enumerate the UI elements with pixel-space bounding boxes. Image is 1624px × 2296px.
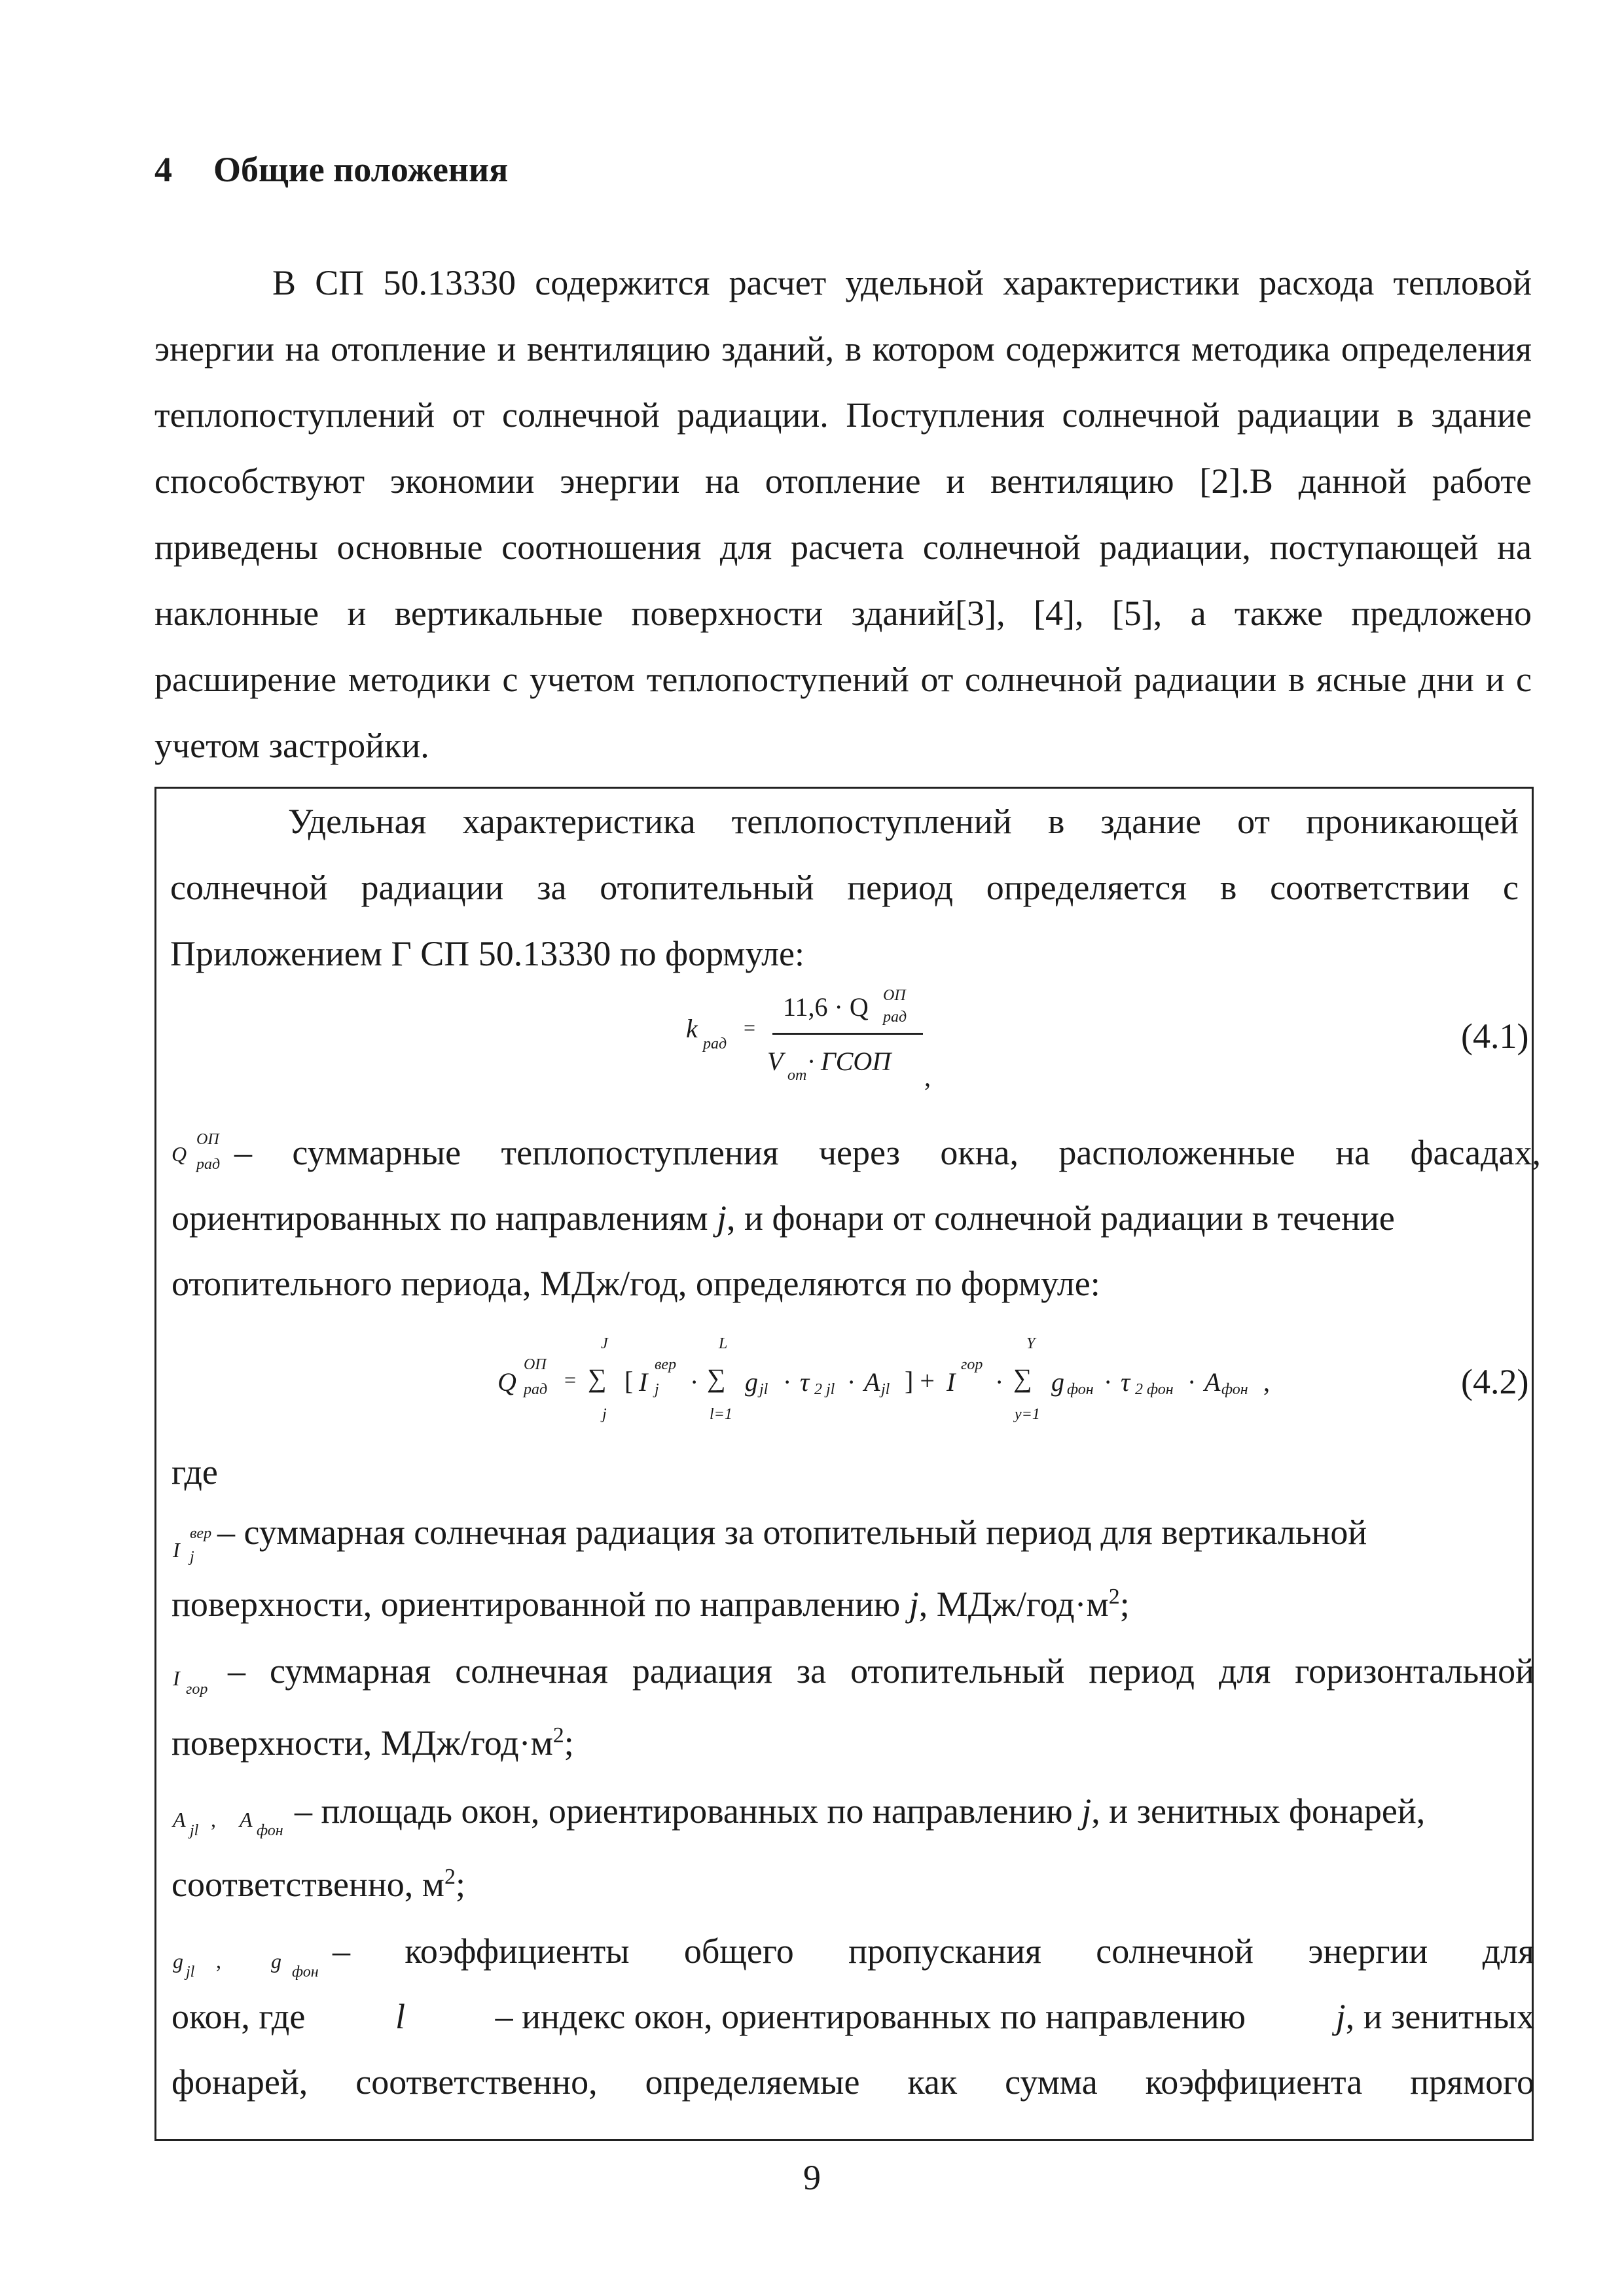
box-intro-paragraph: Удельная характеристика теплопоступлений в здание от проникающей солнечной радиации за отопительный период определяется в соответствии с Приложением Г СП 50.13330 по формуле: [170, 802, 1519, 973]
eq2-igor: I [947, 1367, 956, 1397]
eq1-num-sub: рад [883, 1009, 907, 1026]
eq1-den-rest: · ГСОП [808, 1047, 892, 1076]
eq1-numerator: 11,6 · Q [783, 992, 869, 1022]
eq1-fraction-bar [772, 1033, 923, 1035]
ivert-symbol: I [173, 1538, 180, 1562]
section-heading [154, 149, 508, 190]
g-line1: – коэффициенты общего пропускания солнечной энергии для [333, 1931, 1534, 1971]
page-number: 9 [803, 2158, 821, 2197]
eq1-number: (4.1) [1461, 1016, 1529, 1056]
area-a2-sub: фон [257, 1822, 283, 1839]
eq2-g2-sub: фон [1067, 1381, 1094, 1398]
q-def-line2: ориентированных по направлениям j, и фонари от солнечной радиации в течение [171, 1198, 1395, 1238]
igor-symbol: I [173, 1666, 180, 1690]
eq2-dot3: · [847, 1367, 856, 1397]
eq1-den-sub: от [787, 1067, 807, 1084]
area-a2: A [240, 1808, 253, 1831]
area-line1: – площадь окон, ориентированных по направлению j, и зенитных фонарей, [295, 1791, 1426, 1831]
eq2-tau2-sub: 2 фон [1135, 1381, 1174, 1398]
eq2-dot1: · [690, 1367, 699, 1397]
eq2-q-sup: ОП [524, 1356, 547, 1373]
eq2-a2: A [1204, 1367, 1221, 1397]
eq2-comma: , [1263, 1367, 1270, 1397]
q-symbol-sup: ОП [196, 1131, 219, 1148]
q-symbol: Q [171, 1142, 187, 1166]
section-title: Общие положения [213, 150, 509, 189]
q-def-line3: отопительного периода, МДж/год, определяются по формуле: [171, 1264, 1100, 1303]
eq2-dot5: · [1104, 1367, 1113, 1397]
area-a1-sub: jl [190, 1822, 199, 1839]
g-g1: g [173, 1949, 183, 1973]
eq2-dot6: · [1187, 1367, 1197, 1397]
eq2-open-bracket: [ [624, 1366, 634, 1395]
eq2-q-sub: рад [524, 1381, 548, 1398]
eq2-sum1: ∑ [588, 1363, 607, 1393]
eq2-i: I [639, 1367, 648, 1397]
q-symbol-sub: рад [196, 1156, 221, 1173]
ivert-sup: вер [190, 1525, 212, 1542]
eq2-equals: = [564, 1368, 577, 1391]
eq2-number: (4.2) [1461, 1362, 1529, 1401]
igor-line1: – суммарная солнечная радиация за отопительный период для горизонтальной [228, 1651, 1534, 1691]
eq1-den-v: V [767, 1047, 784, 1076]
g-g2-sub: фон [292, 1964, 319, 1981]
eq1-num-sup: ОП [883, 987, 906, 1004]
igor-line2: поверхности, МДж/$год\cdot м^2$; [171, 1723, 574, 1763]
igor-sub: гор [186, 1681, 208, 1698]
eq2-q: Q [497, 1367, 516, 1397]
q-def-line1: – суммарные теплопоступления через окна, расположенные на фасадах, [234, 1133, 1541, 1172]
eq1-equals: = [744, 1016, 756, 1039]
eq2-i-sup: вер [655, 1356, 677, 1373]
eq2-sum2-top: L [719, 1335, 728, 1352]
area-a1: A [173, 1808, 186, 1831]
eq2-tau: τ [800, 1367, 810, 1397]
eq2-igor-sup: гор [961, 1356, 983, 1373]
eq2-dot4: · [995, 1367, 1004, 1397]
area-sep: , [211, 1808, 216, 1831]
ivert-line2: поверхности, ориентированной по направлению j, МДж/$год\cdot м^2$; [171, 1585, 1130, 1624]
eq2-g: g [745, 1367, 758, 1397]
g-g1-sub: jl [186, 1964, 195, 1981]
g-line2: окон, где l – индекс окон, ориентированных по направлению j, и зенитных [171, 1997, 1534, 2036]
eq2-g-sub: jl [759, 1381, 768, 1398]
g-sep: , [216, 1949, 221, 1973]
g-g2: g [271, 1949, 281, 1973]
section-number: 4 [154, 150, 172, 189]
eq2-dot2: · [783, 1367, 792, 1397]
ivert-line1: – суммарная солнечная радиация за отопительный период для вертикальной [217, 1513, 1367, 1552]
intro-paragraph: В СП 50.13330 содержится расчет удельной характеристики расхода тепловой энергии на отопление и вентиляцию зданий, в котором содержится методика определения теплопоступлений от солнечной радиации. Поступления солнечной радиации в здание способствуют экономии энергии на отопление и вентиляцию [2].В данной работе приведены основные соотношения для расчета солнечной радиации, поступающей на наклонные и вертикальные поверхности зданий[3], [4], [5], а также предложено расширение методики с учетом теплопоступений от солнечной радиации в ясные дни и с учетом застройки. [154, 263, 1532, 765]
ivert-sub: j [190, 1549, 194, 1566]
eq2-sum2: ∑ [707, 1363, 726, 1393]
eq2-a2-sub: фон [1221, 1381, 1248, 1398]
eq2-g2: g [1051, 1367, 1064, 1397]
eq1-lhs-sub: рад [703, 1035, 727, 1052]
eq2-sum1-top: J [601, 1335, 608, 1352]
eq2-a: A [864, 1367, 880, 1397]
area-line2: соответственно, $м^2$; [171, 1865, 465, 1904]
eq2-close-bracket: ] + [905, 1366, 935, 1395]
eq2-sum3: ∑ [1013, 1363, 1032, 1393]
where-label: где [171, 1452, 218, 1492]
eq2-sum3-top: Y [1026, 1335, 1036, 1352]
eq2-a-sub: jl [881, 1381, 890, 1398]
g-line3: фонарей, соответственно, определяемые как сумма коэффициента прямого [171, 2062, 1534, 2102]
eq1-lhs: k [686, 1014, 698, 1043]
eq2-i-sub: j [655, 1381, 659, 1398]
eq2-sum3-bot: y=1 [1015, 1406, 1040, 1423]
eq2-tau-sub: 2 jl [814, 1381, 835, 1398]
eq2-sum2-bot: l=1 [710, 1406, 732, 1423]
eq1-comma: , [924, 1062, 931, 1092]
eq2-sum1-bot: j [602, 1406, 607, 1423]
eq2-tau2: τ [1121, 1367, 1130, 1397]
